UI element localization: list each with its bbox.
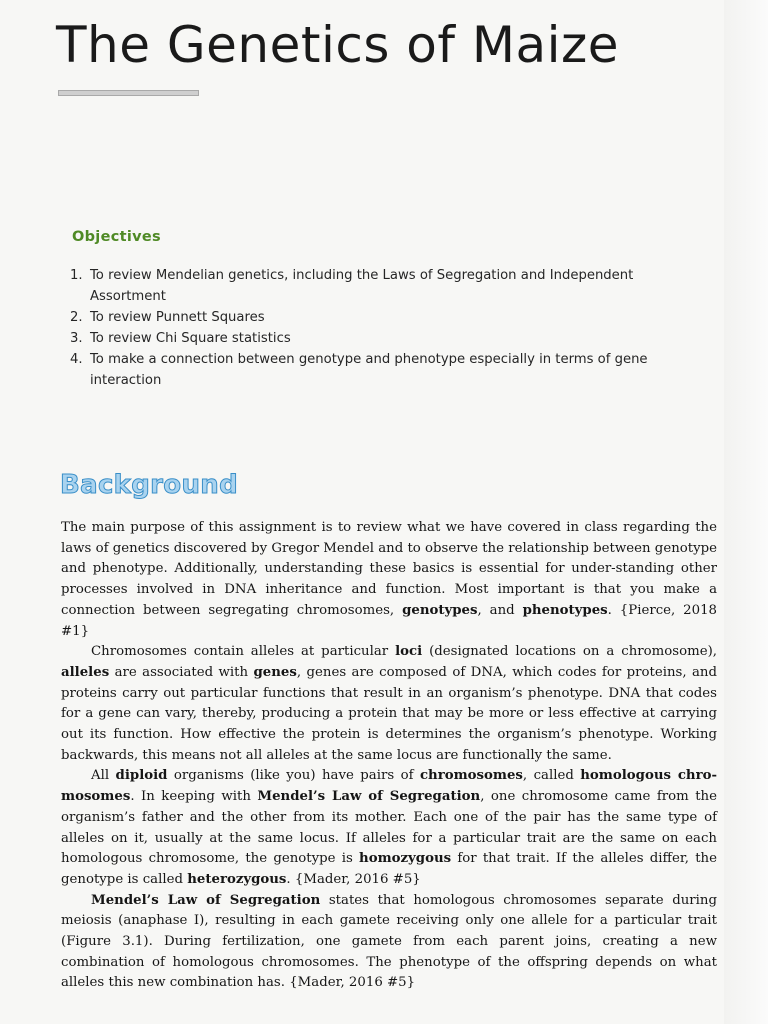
text-run: . In keeping with	[130, 789, 258, 805]
objectives-list	[70, 265, 710, 391]
text-run: , and	[477, 602, 523, 618]
background-paragraph-1	[61, 518, 717, 642]
text-run: are associated with	[109, 664, 254, 680]
objective-number: 3.	[70, 331, 83, 346]
term-law-of-segregation: Mendel’s Law of Segregation	[91, 892, 321, 908]
objective-text: To make a connection between genotype and phenotype especially in terms of gene interaction	[90, 352, 648, 388]
objective-number: 2.	[70, 310, 83, 325]
objectives-heading: Objectives	[72, 229, 161, 245]
text-run: , genes are composed of DNA, which codes for proteins, and proteins carry out particular functions that result in an organism’s phenotype. DNA that codes for a gene can vary, thereby, producing a protein that may be more or less effective at carrying out its function. How effective the protein is determines the organism’s phenotype. Working backwards, this means not all alleles at the same locus are functionally the same.	[61, 664, 717, 763]
objective-text: To review Punnett Squares	[90, 310, 265, 325]
term-heterozygous: heterozygous	[187, 871, 287, 887]
term-homologous-chromosomes: homologous chro-mosomes	[61, 768, 717, 805]
text-run: , called	[522, 768, 581, 784]
citation-run: . {Pierce, 2018 #1}	[61, 602, 718, 639]
term-alleles: alleles	[61, 664, 110, 680]
term-loci: loci	[395, 644, 423, 660]
term-phenotypes: phenotypes	[522, 602, 608, 618]
objective-item	[70, 265, 710, 307]
objective-text: To review Chi Square statistics	[90, 331, 291, 346]
term-diploid: diploid	[115, 768, 168, 784]
page-edge-shadow	[724, 0, 768, 1024]
text-run: for that trait. If the alleles differ, the genotype is called	[61, 851, 717, 887]
term-chromosomes: chromosomes	[419, 768, 523, 784]
title-underline	[58, 90, 199, 96]
text-run: organisms (like you) have pairs of	[167, 768, 420, 784]
objective-item	[70, 328, 710, 349]
text-run: states that homologous chromosomes separate during meiosis (anaphase I), resulting in each gamete receiving only one allele for a particular trait (Figure 3.1). During fertilization, one gamete from each parent joins, creating a new combination of homologous chromosomes. The phenotype of the offspring depends on what alleles this new combination has. {Mader, 2016 #5}	[61, 892, 717, 991]
text-run: , one chromosome came from the organism’s father and the other from its mother. Each one of the pair has the same type of alleles on it, usually at the same locus. If alleles for a particular trait are the same on each homologous chromosome, the genotype is	[61, 789, 717, 867]
term-genotypes: genotypes	[402, 602, 478, 618]
background-paragraph-3	[61, 766, 717, 890]
objective-number: 4.	[70, 352, 83, 367]
background-body	[61, 518, 717, 994]
text-run: Chromosomes contain alleles at particular	[91, 644, 396, 660]
citation-run: . {Mader, 2016 #5}	[286, 871, 421, 887]
background-paragraph-4	[61, 891, 717, 995]
term-law-of-segregation: Mendel’s Law of Segregation	[257, 789, 481, 805]
text-run: All	[91, 768, 116, 784]
text-run: The main purpose of this assignment is to review what we have covered in class regarding the laws of genetics discovered by Gregor Mendel and to observe the relationship between genotype and phenotype. Additionally, understanding these basics is essential for under-standing other processes involved in DNA inheritance and function. Most important is that you make a connection between segregating chromosomes,	[61, 520, 717, 618]
objective-item	[70, 307, 710, 328]
objective-number: 1.	[70, 268, 83, 283]
background-paragraph-2	[61, 642, 717, 766]
objective-item	[70, 349, 710, 391]
term-homozygous: homozygous	[359, 851, 452, 867]
text-run: (designated locations on a chromosome),	[422, 644, 717, 660]
objective-text: To review Mendelian genetics, including the Laws of Segregation and Independent Assortment	[90, 268, 634, 304]
term-genes: genes	[253, 664, 297, 680]
background-heading: Background	[60, 470, 238, 500]
page-title: The Genetics of Maize	[56, 16, 620, 74]
